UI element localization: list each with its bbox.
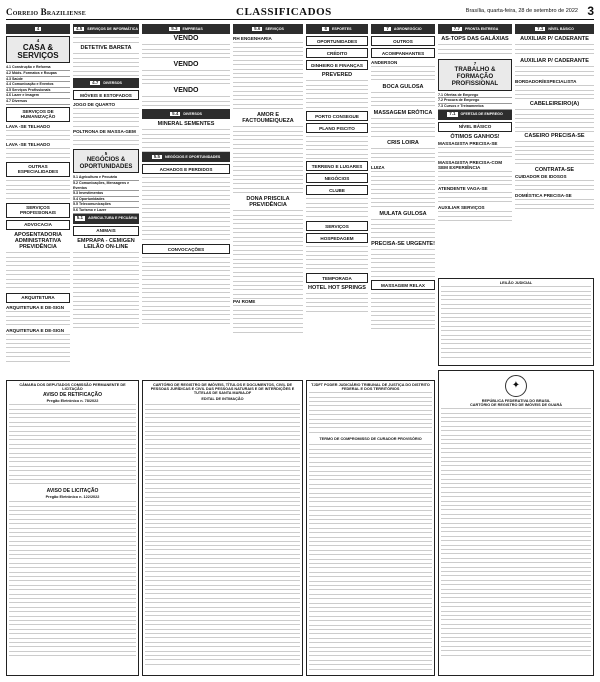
- section-bar: 5.4 DIVERSOS: [142, 109, 230, 119]
- column-5: [306, 24, 368, 396]
- category-box: HOSPEDAGEM: [306, 233, 368, 243]
- category-box: PORTO CONSEGUE: [306, 111, 368, 121]
- column-3: [142, 24, 230, 396]
- edital-pregao: Pregão Eletrônico n. 78/2022: [46, 399, 99, 404]
- section-bar: 6 ESPORTES: [306, 24, 368, 34]
- ad-title: AUXILIAR P/ CADERANTE: [520, 36, 589, 42]
- ad-title: PREVERED: [321, 72, 353, 78]
- coat-of-arms-icon: ✦: [505, 375, 527, 397]
- ad-title: BORDADOR/ESPECIALISTA: [515, 79, 577, 84]
- ad-title: AMOR E FACTOUMEIQUEZA: [242, 112, 294, 124]
- ad-title: DETETIVE BARETA: [80, 45, 132, 51]
- section-bar: 4.7 DIVERSOS: [73, 78, 139, 88]
- edital-aviso-retificacao: AVISO DE RETIFICAÇÃO: [42, 392, 103, 399]
- ad-title: ÓTIMOS GANHOS!: [450, 133, 500, 140]
- section-title: CLASSIFICADOS: [236, 6, 332, 18]
- ad-title: CUIDADOR DE IDOSOS: [515, 174, 567, 179]
- ad-title: AS-TOPS DAS GALÁXIAS: [441, 36, 509, 42]
- section-bar: 7.1 NÍVEL BÁSICO: [515, 24, 594, 34]
- edital-header: TJDFT PODER JUDICIÁRIO TRIBUNAL DE JUSTIÇA DO DISTRITO FEDERAL E DOS TERRITÓRIOS: [311, 383, 430, 392]
- edital-header: REPÚBLICA FEDERATIVA DO BRASIL: [481, 399, 551, 403]
- edital-header: CARTÓRIO DE REGISTRO DE IMÓVEIS, TÍTULOS E DOCUMENTOS, CIVIL DE PESSOAS JURÍDICAS E CIVIL DAS PESSOAS NATURAIS E DE INTERDIÇÕES E TUTELAS DE SANTA MARIA-DF: [150, 383, 295, 396]
- ad-title: VENDO: [173, 35, 199, 42]
- category-box: ADVOCACIA: [6, 220, 70, 230]
- column-7: [438, 24, 512, 274]
- category-index: 4.1 Construção e Reforma 4.2 Móds. Formatos e Roupas 4.3 Saúde 4.4 Comunicação e Eventos 4.5 Serviços Profissionais 4.6 Lazer e Imagem 4.7 Diversos: [6, 65, 70, 104]
- ad-title: ATENDENTE VAGA-SE: [438, 185, 488, 191]
- ad-title: VENDO: [173, 87, 199, 94]
- page-number: 3: [587, 4, 594, 18]
- category-box: MASSAGEM RELAX: [371, 280, 435, 290]
- ad-title: ARQUITETURA E DE-SIGN: [6, 327, 65, 333]
- ad-title: LUIZA: [371, 165, 385, 170]
- column-4: [233, 24, 303, 396]
- edital-cartorio-santa-maria: [142, 380, 303, 676]
- category-casa-servicos: 4 CASA & SERVIÇOS: [6, 36, 70, 63]
- legal-notice-box: [438, 278, 594, 366]
- category-box: OPORTUNIDADES: [306, 36, 368, 46]
- edital-pregao: Pregão Eletrônico n. 122/2022: [45, 495, 100, 500]
- category-box: OUTRAS ESPECIALIDADES: [6, 162, 70, 177]
- category-negocios: 5 NEGÓCIOS & OPORTUNIDADES: [73, 149, 139, 173]
- category-box: NÍVEL BÁSICO: [438, 122, 512, 132]
- ad-title: VENDO: [173, 61, 199, 68]
- category-box: TERRENO E LUGARES: [306, 161, 368, 171]
- ad-title: LAVA -SE TELHADO: [6, 123, 51, 129]
- column-1: [6, 24, 70, 396]
- ad-title: POLTRONA DE MASSA-GEM: [73, 129, 136, 134]
- ad-title: JOGO DE QUARTO: [73, 102, 116, 107]
- ad-title: RH ENGENHARIA: [233, 36, 272, 41]
- category-trabalho: 7 TRABALHO & FORMAÇÃO PROFISSIONAL: [438, 59, 512, 91]
- section-bar: 7.7 PRONTA ENTREGA: [438, 24, 512, 34]
- edital-tjdft: [306, 380, 435, 676]
- edital-header: CÂMARA DOS DEPUTADOS COMISSÃO PERMANENTE DE LICITAÇÃO: [19, 383, 126, 392]
- category-box: NEGÓCIOS: [306, 173, 368, 183]
- edital-aviso-licitacao: AVISO DE LICITAÇÃO: [46, 488, 99, 495]
- ad-title: LAVA -SE TELHADO: [6, 141, 51, 147]
- category-box: MÓVEIS E ESTOFADOS: [73, 90, 139, 100]
- section-bar: 5.3 EMPRESAS: [142, 24, 230, 34]
- edital-cartorio-guara: [438, 370, 594, 676]
- ad-title: CASEIRO PRECISA-SE: [524, 133, 585, 139]
- section-bar: 7 AGRONEGÓCIO: [371, 24, 435, 34]
- ad-title: CABELEIREIRO(A): [529, 101, 580, 107]
- ad-title: AUXILIAR SERVIÇOS: [438, 204, 485, 210]
- category-box: CRÉDITO: [306, 48, 368, 58]
- edital-camara: [6, 380, 139, 676]
- ad-title: APOSENTADORIA ADMINISTRATIVA PREVIDÊNCIA: [14, 231, 62, 250]
- category-box: ANIMAIS: [73, 226, 139, 236]
- ad-title: ARQUITETURA E DE-SIGN: [6, 304, 65, 310]
- ad-title: ANDERSON: [371, 60, 398, 65]
- column-2: [73, 24, 139, 396]
- category-box: ARQUITETURA: [6, 293, 70, 303]
- section-bar: 5.5 NEGÓCIOS E OPORTUNIDADES: [142, 152, 230, 162]
- ad-title: MASSAGISTA PRECISA-SE: [438, 140, 498, 146]
- ad-title: MASSAGEM ERÓTICA: [373, 110, 433, 116]
- category-box: ACHADOS E PERDIDOS: [142, 164, 230, 174]
- issue-date: Brasília, quarta-feira, 28 de setembro de 2022: [465, 8, 578, 14]
- ad-title: MINERAL SEMENTES: [157, 121, 215, 127]
- category-box: PLANO PISCITO: [306, 123, 368, 133]
- category-box: SERVIÇOS DE HUMANIZAÇÃO: [6, 107, 70, 122]
- edital-intimacao: EDITAL DE INTIMAÇÃO: [201, 397, 244, 402]
- section-bar: 5.6 SERVIÇOS: [233, 24, 303, 34]
- category-box: ACOMPANHANTES: [371, 48, 435, 58]
- category-box: CLUBE: [306, 185, 368, 195]
- category-box: CONVOCAÇÕES: [142, 244, 230, 254]
- category-title: CASA & SERVIÇOS: [17, 43, 59, 61]
- ad-title: CONTRATA-SE: [534, 167, 575, 173]
- category-box: DINHEIRO E FINANÇAS: [306, 60, 368, 70]
- edital-termo: TERMO DE COMPROMISSO DE CURADOR PROVISÓRIO: [319, 437, 422, 442]
- column-6: [371, 24, 435, 396]
- ad-title: MULATA GULOSA: [379, 211, 427, 217]
- newspaper-brand: Correio Braziliense: [6, 7, 86, 17]
- category-box: SERVIÇOS: [306, 221, 368, 231]
- section-bar: 4.5 SERVIÇOS DE INFORMÁTICA: [73, 24, 139, 34]
- ad-title: DOMÉSTICA PRECISA-SE: [515, 193, 572, 198]
- ad-title: BOCA GULOSA: [382, 84, 424, 90]
- ad-title: PRECISA-SE URGENTE!: [371, 241, 435, 247]
- ad-title: EMPRAPA - CEMIGEN LEILÃO ON-LINE: [77, 237, 135, 250]
- column-8: [515, 24, 594, 274]
- ad-title: PAI ROME: [233, 299, 256, 304]
- category-index: 7.1 Ofertas de Emprego 7.2 Procura de Emprego 7.3 Cursos e Treinamentos: [438, 93, 512, 110]
- ad-title: HOTEL HOT SPRINGS: [308, 285, 366, 291]
- category-box: TEMPORADA: [306, 273, 368, 283]
- section-bar: 7.1 OFERTAS DE EMPREGO: [438, 110, 512, 120]
- category-box: SERVIÇOS PROFISSIONAIS: [6, 203, 70, 218]
- legal-notice-title: LEILÃO JUDICIAL: [499, 281, 533, 285]
- section-bar: 4: [6, 24, 70, 34]
- edital-subheader: CARTÓRIO DE REGISTRO DE IMÓVEIS DE GUARÁ: [470, 403, 562, 408]
- page-header: [6, 4, 594, 20]
- category-box: OUTROS: [371, 36, 435, 46]
- ad-title: AUXILIAR P/ CADERANTE: [520, 58, 589, 64]
- category-index: 5.1 Agricultura e Pecuária 5.2 Comunicações, Mensagens e Eventos 5.3 Investimentos 5.4 Oportunidades 5.5 Telecomunicações 5.6 Turismo e Lazer: [73, 175, 139, 213]
- ad-title: CRIS LOIRA: [387, 140, 419, 146]
- ad-title: MASSAGISTA PRECISA-COM SEM EXPERIÊNCIA: [438, 159, 503, 170]
- ad-title: DONA PRISCILA PREVIDÊNCIA: [246, 196, 290, 208]
- section-bar: 5.1 AGRICULTURA E PECUÁRIA: [73, 214, 139, 224]
